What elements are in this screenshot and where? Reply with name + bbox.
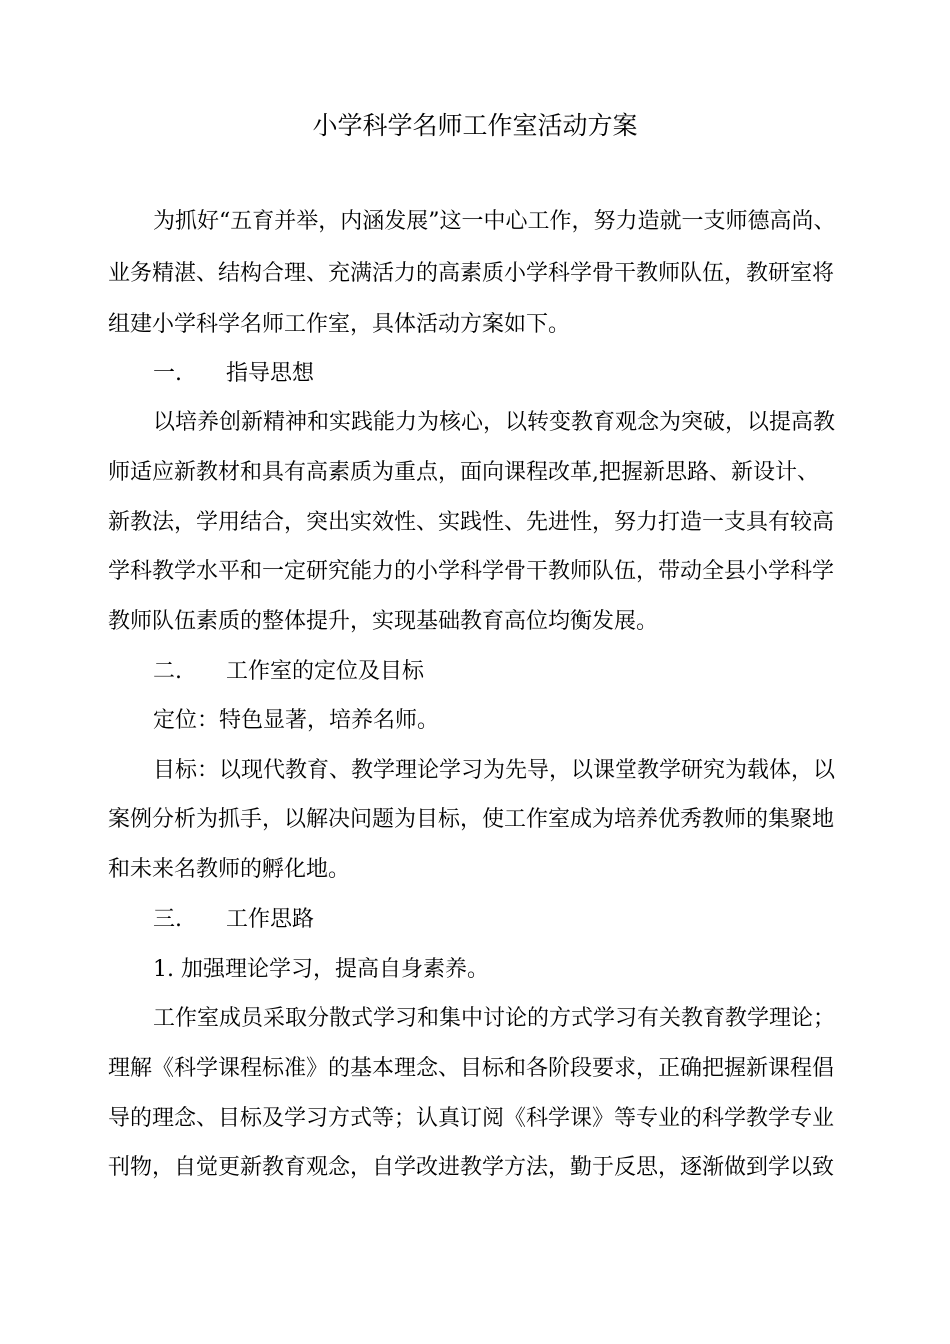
section3-number: 三. — [153, 907, 182, 932]
section1-line-1: 以培养创新精神和实践能力为核心，以转变教育观念为突破，以提高教 — [153, 410, 836, 435]
section1-line-3: 新教法，学用结合，突出实效性、实践性、先进性，努力打造一支具有较高 — [108, 510, 835, 535]
section3-line-1: 工作室成员采取分散式学习和集中讨论的方式学习有关教育教学理论； — [153, 1006, 836, 1031]
section1-heading-row — [153, 359, 314, 389]
section1-number: 一. — [153, 361, 182, 386]
section2-heading-row — [153, 657, 424, 687]
section1-line-5: 教师队伍素质的整体提升，实现基础教育高位均衡发展。 — [108, 609, 659, 634]
section2-number: 二. — [153, 659, 182, 684]
section1-line-2: 师适应新教材和具有高素质为重点，面向课程改革,把握新思路、新设计、 — [108, 460, 819, 485]
intro-line-2: 业务精湛、结构合理、充满活力的高素质小学科学骨干教师队伍，教研室将 — [108, 261, 835, 286]
document-title: 小学科学名师工作室活动方案 — [312, 111, 638, 140]
intro-line-3: 组建小学科学名师工作室，具体活动方案如下。 — [108, 312, 571, 337]
section3-line-4: 刊物，自觉更新教育观念，自学改进教学方法，勤于反思，逐渐做到学以致 — [108, 1155, 835, 1180]
section1-heading: 指导思想 — [226, 361, 315, 386]
section3-heading: 工作思路 — [226, 907, 315, 932]
section3-line-3: 导的理念、目标及学习方式等；认真订阅《科学课》等专业的科学教学专业 — [108, 1106, 835, 1131]
section2-goal-line-1: 目标：以现代教育、教学理论学习为先导，以课堂教学研究为载体，以 — [153, 758, 836, 783]
section1-line-4: 学科教学水平和一定研究能力的小学科学骨干教师队伍，带动全县小学科学 — [108, 559, 835, 584]
intro-line-1: 为抓好“五育并举，内涵发展”这一中心工作，努力造就一支师德高尚、 — [153, 209, 836, 234]
section2-heading: 工作室的定位及目标 — [226, 659, 425, 684]
section2-goal-line-3: 和未来名教师的孵化地。 — [108, 857, 351, 882]
section3-heading-row — [153, 905, 314, 935]
section2-positioning: 定位：特色显著，培养名师。 — [153, 708, 440, 733]
section3-item-1: 1. 加强理论学习，提高自身素养。 — [153, 957, 489, 982]
section2-goal-line-2: 案例分析为抓手，以解决问题为目标，使工作室成为培养优秀教师的集聚地 — [108, 807, 835, 832]
section3-line-2: 理解《科学课程标准》的基本理念、目标和各阶段要求，正确把握新课程倡 — [108, 1056, 835, 1081]
